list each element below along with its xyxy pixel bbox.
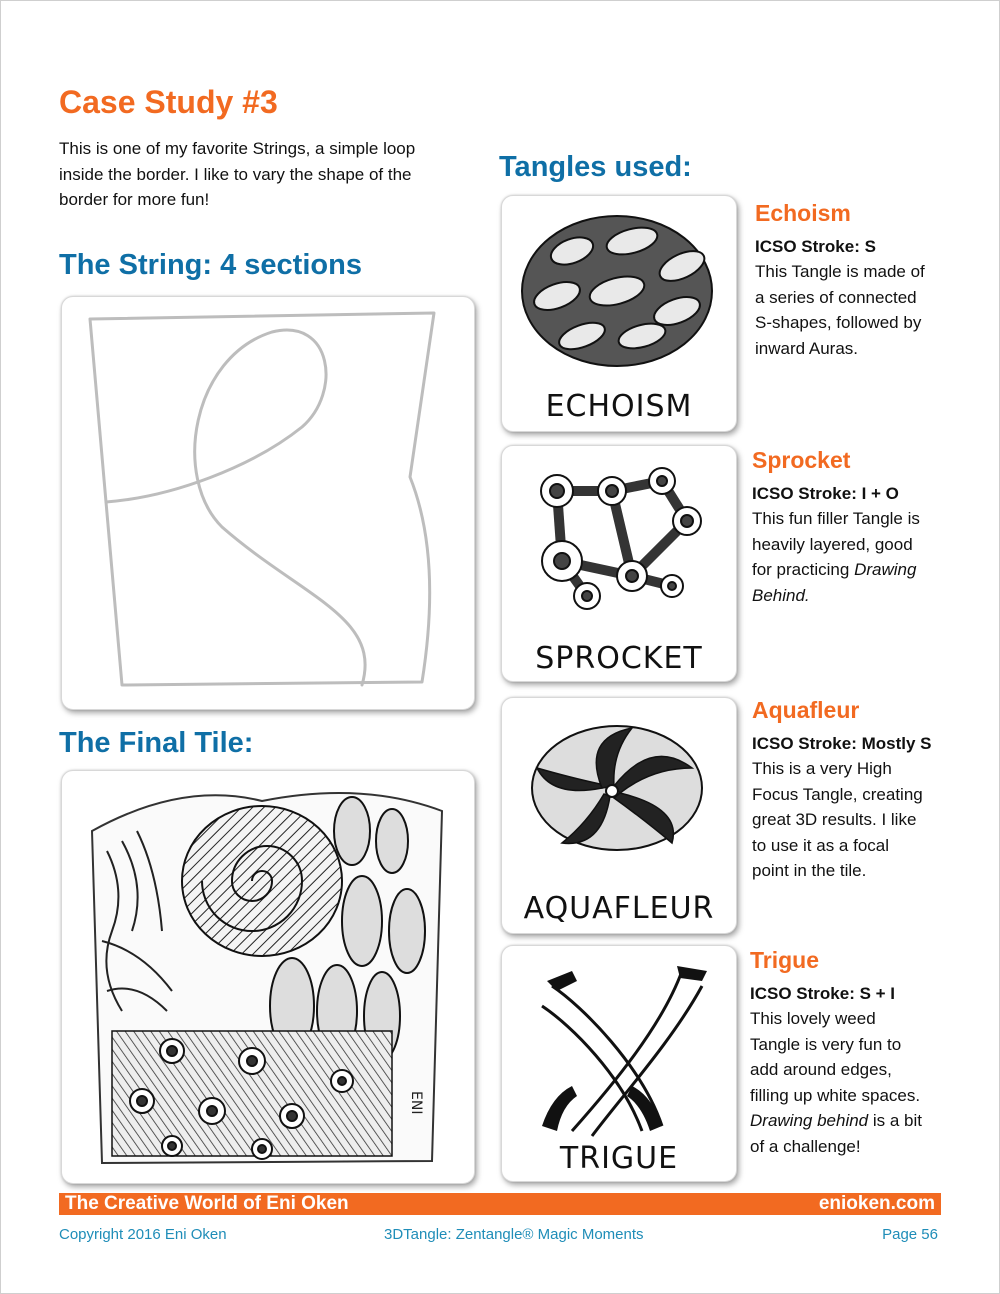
footer-bar [59, 1193, 941, 1215]
book-title: 3DTangle: Zentangle® Magic Moments [384, 1226, 644, 1243]
final-tile-image [61, 770, 475, 1184]
string-tile-image [61, 296, 475, 710]
echoism-label: ECHOISM [545, 389, 693, 424]
desc-line [752, 583, 952, 609]
footer-site-name: The Creative World of Eni Oken [65, 1193, 349, 1214]
desc-text: for practicing [752, 560, 850, 579]
aquafleur-label: AQUAFLEUR [523, 891, 715, 926]
final-heading: The Final Tile: [59, 727, 254, 759]
trigue-title: Trigue [750, 947, 820, 973]
desc-line: of a challenge! [750, 1136, 861, 1156]
desc-line [752, 557, 952, 583]
echoism-title: Echoism [755, 200, 851, 226]
sprocket-card [501, 445, 737, 682]
desc-line: heavily layered, good [752, 534, 913, 554]
string-drawing [62, 297, 474, 709]
aquafleur-title: Aquafleur [752, 697, 860, 723]
footer-url-link[interactable]: enioken.com [818, 1193, 935, 1214]
desc-line: filling up white spaces. [750, 1085, 921, 1105]
aquafleur-stroke: ICSO Stroke: Mostly S [752, 734, 932, 753]
trigue-card [501, 945, 737, 1182]
aquafleur-card [501, 697, 737, 934]
desc-line: S-shapes, followed by [755, 313, 922, 332]
sprocket-label: SPROCKET [535, 641, 703, 676]
trigue-label: TRIGUE [559, 1141, 679, 1176]
desc-line: to use it as a focal [752, 835, 890, 855]
echoism-stroke: ICSO Stroke: S [755, 237, 876, 256]
desc-italic: Drawing behind [750, 1111, 869, 1130]
string-heading: The String: 4 sections [59, 249, 362, 281]
sprocket-title: Sprocket [752, 447, 851, 473]
svg-text:ENI: ENI [408, 1091, 424, 1115]
intro-line: This is one of my favorite Strings, a simple loop [59, 139, 416, 158]
desc-line: This is a very High [752, 759, 892, 778]
desc-line: This Tangle is made of [755, 262, 925, 281]
desc-line: inward Auras. [755, 338, 858, 358]
desc-line: This lovely weed [750, 1009, 876, 1028]
desc-line: add around edges, [750, 1060, 892, 1079]
desc-text: is a bit [868, 1111, 922, 1130]
desc-line: point in the tile. [752, 861, 867, 880]
trigue-description [750, 1006, 960, 1159]
aquafleur-description [752, 756, 952, 884]
copyright-text: Copyright 2016 Eni Oken [59, 1226, 227, 1243]
page-number: Page 56 [882, 1226, 938, 1243]
sprocket-description [752, 506, 952, 608]
intro-line: border for more fun! [59, 190, 210, 209]
trigue-stroke: ICSO Stroke: S + I [750, 984, 896, 1003]
desc-line [750, 1108, 960, 1134]
sprocket-stroke: ICSO Stroke: I + O [752, 484, 899, 503]
desc-line: Focus Tangle, creating [752, 784, 923, 804]
final-tile-drawing [62, 771, 474, 1183]
desc-line: This fun filler Tangle is [752, 509, 920, 528]
desc-italic: Behind. [752, 585, 810, 605]
desc-line: great 3D results. I like [752, 810, 917, 829]
desc-line: Tangle is very fun to [750, 1034, 902, 1054]
echoism-card [501, 195, 737, 432]
intro-line: inside the border. I like to vary the shape of the [59, 164, 412, 184]
tangles-heading: Tangles used: [499, 151, 692, 183]
intro-paragraph [59, 136, 459, 213]
desc-italic: Drawing [854, 560, 917, 579]
case-study-title: Case Study #3 [59, 84, 278, 120]
desc-line: a series of connected [755, 287, 917, 307]
echoism-description [755, 259, 955, 361]
